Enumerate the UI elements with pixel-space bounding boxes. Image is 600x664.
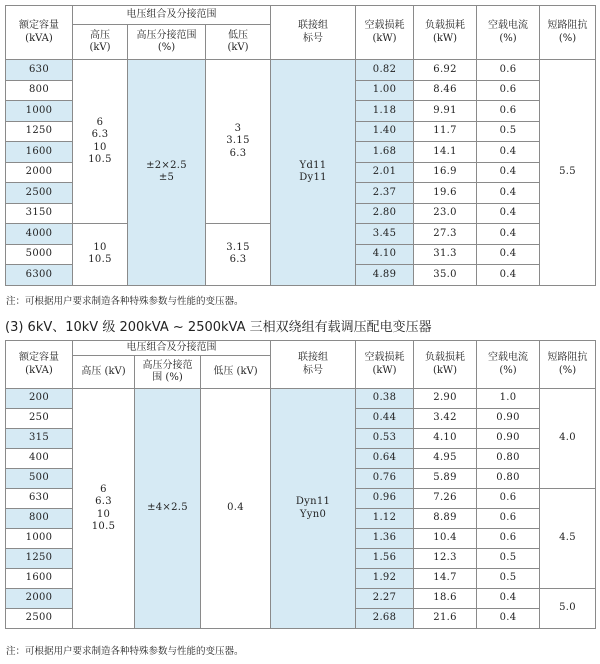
noload-loss-cell: 1.40: [356, 121, 414, 142]
load-loss-cell: 12.3: [414, 549, 477, 569]
cap-cell: 6300: [6, 265, 73, 286]
header-voltage-group: 电压组合及分接范围: [73, 341, 271, 356]
cap-cell: 630: [6, 60, 73, 81]
noload-current-cell: 0.80: [477, 449, 540, 469]
header-noload-loss: 空载损耗 (kW): [356, 6, 414, 60]
hv-cell: 6 6.3 10 10.5: [73, 60, 128, 224]
header-tap: 高压分接范 围 (%): [135, 356, 201, 389]
load-loss-cell: 35.0: [414, 265, 477, 286]
noload-current-cell: 0.6: [477, 489, 540, 509]
load-loss-cell: 10.4: [414, 529, 477, 549]
noload-current-cell: 0.5: [477, 569, 540, 589]
header-impedance: 短路阻抗 (%): [540, 6, 596, 60]
load-loss-cell: 7.26: [414, 489, 477, 509]
noload-current-cell: 0.6: [477, 101, 540, 122]
impedance-cell: 5.5: [540, 60, 596, 286]
cap-cell: 4000: [6, 224, 73, 245]
load-loss-cell: 14.1: [414, 142, 477, 163]
noload-loss-cell: 0.96: [356, 489, 414, 509]
header-noload-current: 空载电流 (%): [477, 6, 540, 60]
load-loss-cell: 14.7: [414, 569, 477, 589]
header-load-loss: 负载损耗 (kW): [414, 6, 477, 60]
noload-loss-cell: 0.38: [356, 389, 414, 409]
noload-current-cell: 0.4: [477, 183, 540, 204]
impedance-cell: 5.0: [540, 589, 596, 629]
load-loss-cell: 9.91: [414, 101, 477, 122]
cap-cell: 1250: [6, 549, 73, 569]
noload-current-cell: 0.6: [477, 529, 540, 549]
noload-current-cell: 0.5: [477, 121, 540, 142]
noload-loss-cell: 0.76: [356, 469, 414, 489]
noload-loss-cell: 2.68: [356, 609, 414, 629]
load-loss-cell: 11.7: [414, 121, 477, 142]
cap-cell: 2500: [6, 609, 73, 629]
hv-cell: 10 10.5: [73, 224, 128, 286]
cap-cell: 2000: [6, 162, 73, 183]
noload-loss-cell: 0.82: [356, 60, 414, 81]
noload-loss-cell: 4.89: [356, 265, 414, 286]
connection-cell: Dyn11 Yyn0: [271, 389, 356, 629]
noload-loss-cell: 2.01: [356, 162, 414, 183]
cap-cell: 315: [6, 429, 73, 449]
noload-loss-cell: 1.56: [356, 549, 414, 569]
noload-current-cell: 0.4: [477, 162, 540, 183]
tap-cell: ±2×2.5 ±5: [128, 60, 206, 286]
cap-cell: 200: [6, 389, 73, 409]
header-connection: 联接组 标号: [271, 6, 356, 60]
load-loss-cell: 21.6: [414, 609, 477, 629]
noload-current-cell: 0.80: [477, 469, 540, 489]
cap-cell: 2000: [6, 589, 73, 609]
noload-current-cell: 0.6: [477, 80, 540, 101]
header-impedance: 短路阻抗 (%): [540, 341, 596, 389]
noload-loss-cell: 1.36: [356, 529, 414, 549]
cap-cell: 250: [6, 409, 73, 429]
note-2: 注：可根据用户要求制造各种特殊参数与性能的变压器。: [6, 646, 244, 657]
load-loss-cell: 2.90: [414, 389, 477, 409]
impedance-cell: 4.5: [540, 489, 596, 589]
header-lv: 低压 (kV): [201, 356, 271, 389]
cap-cell: 1000: [6, 529, 73, 549]
noload-current-cell: 0.6: [477, 60, 540, 81]
cap-cell: 1000: [6, 101, 73, 122]
cap-cell: 1250: [6, 121, 73, 142]
table-1: [5, 5, 596, 286]
cap-cell: 500: [6, 469, 73, 489]
load-loss-cell: 23.0: [414, 203, 477, 224]
load-loss-cell: 6.92: [414, 60, 477, 81]
noload-loss-cell: 0.44: [356, 409, 414, 429]
noload-loss-cell: 0.53: [356, 429, 414, 449]
load-loss-cell: 18.6: [414, 589, 477, 609]
hv-cell: 6 6.3 10 10.5: [73, 389, 135, 629]
lv-cell: 3.15 6.3: [206, 224, 271, 286]
lv-cell: 3 3.15 6.3: [206, 60, 271, 224]
note-1: 注：可根据用户要求制造各种特殊参数与性能的变压器。: [6, 296, 244, 307]
noload-current-cell: 0.4: [477, 589, 540, 609]
header-noload-current: 空载电流 (%): [477, 341, 540, 389]
table-2: [5, 340, 596, 629]
header-hv: 高压 (kV): [73, 356, 135, 389]
header-noload-loss: 空载损耗 (kW): [356, 341, 414, 389]
noload-current-cell: 0.90: [477, 409, 540, 429]
load-loss-cell: 19.6: [414, 183, 477, 204]
noload-loss-cell: 1.18: [356, 101, 414, 122]
load-loss-cell: 5.89: [414, 469, 477, 489]
noload-current-cell: 0.90: [477, 429, 540, 449]
cap-cell: 3150: [6, 203, 73, 224]
cap-cell: 2500: [6, 183, 73, 204]
cap-cell: 630: [6, 489, 73, 509]
noload-loss-cell: 1.68: [356, 142, 414, 163]
noload-loss-cell: 1.00: [356, 80, 414, 101]
noload-current-cell: 0.6: [477, 509, 540, 529]
load-loss-cell: 4.10: [414, 429, 477, 449]
header-lv: 低压 (kV): [206, 25, 271, 60]
load-loss-cell: 16.9: [414, 162, 477, 183]
noload-loss-cell: 2.37: [356, 183, 414, 204]
load-loss-cell: 8.46: [414, 80, 477, 101]
connection-cell: Yd11 Dy11: [271, 60, 356, 286]
noload-current-cell: 0.4: [477, 265, 540, 286]
header-capacity: 额定容量 (kVA): [6, 6, 73, 60]
header-hv: 高压 (kV): [73, 25, 128, 60]
lv-cell: 0.4: [201, 389, 271, 629]
noload-loss-cell: 4.10: [356, 244, 414, 265]
load-loss-cell: 3.42: [414, 409, 477, 429]
noload-loss-cell: 2.80: [356, 203, 414, 224]
noload-current-cell: 0.4: [477, 203, 540, 224]
header-capacity: 额定容量 (kVA): [6, 341, 73, 389]
cap-cell: 800: [6, 80, 73, 101]
header-load-loss: 负载损耗 (kW): [414, 341, 477, 389]
noload-current-cell: 0.4: [477, 142, 540, 163]
noload-current-cell: 0.4: [477, 609, 540, 629]
header-voltage-group: 电压组合及分接范围: [73, 6, 271, 25]
tap-cell: ±4×2.5: [135, 389, 201, 629]
noload-current-cell: 0.4: [477, 244, 540, 265]
noload-current-cell: 0.5: [477, 549, 540, 569]
cap-cell: 1600: [6, 142, 73, 163]
cap-cell: 800: [6, 509, 73, 529]
noload-loss-cell: 1.12: [356, 509, 414, 529]
noload-current-cell: 1.0: [477, 389, 540, 409]
noload-loss-cell: 3.45: [356, 224, 414, 245]
load-loss-cell: 31.3: [414, 244, 477, 265]
load-loss-cell: 4.95: [414, 449, 477, 469]
noload-loss-cell: 0.64: [356, 449, 414, 469]
noload-loss-cell: 1.92: [356, 569, 414, 589]
section-subtitle: (3) 6kV、10kV 级 200kVA ~ 2500kVA 三相双绕组有载调压配电变压器: [5, 320, 432, 335]
header-connection: 联接组 标号: [271, 341, 356, 389]
load-loss-cell: 8.89: [414, 509, 477, 529]
header-tap: 高压分接范围 (%): [128, 25, 206, 60]
noload-loss-cell: 2.27: [356, 589, 414, 609]
cap-cell: 1600: [6, 569, 73, 589]
load-loss-cell: 27.3: [414, 224, 477, 245]
impedance-cell: 4.0: [540, 389, 596, 489]
cap-cell: 400: [6, 449, 73, 469]
cap-cell: 5000: [6, 244, 73, 265]
noload-current-cell: 0.4: [477, 224, 540, 245]
